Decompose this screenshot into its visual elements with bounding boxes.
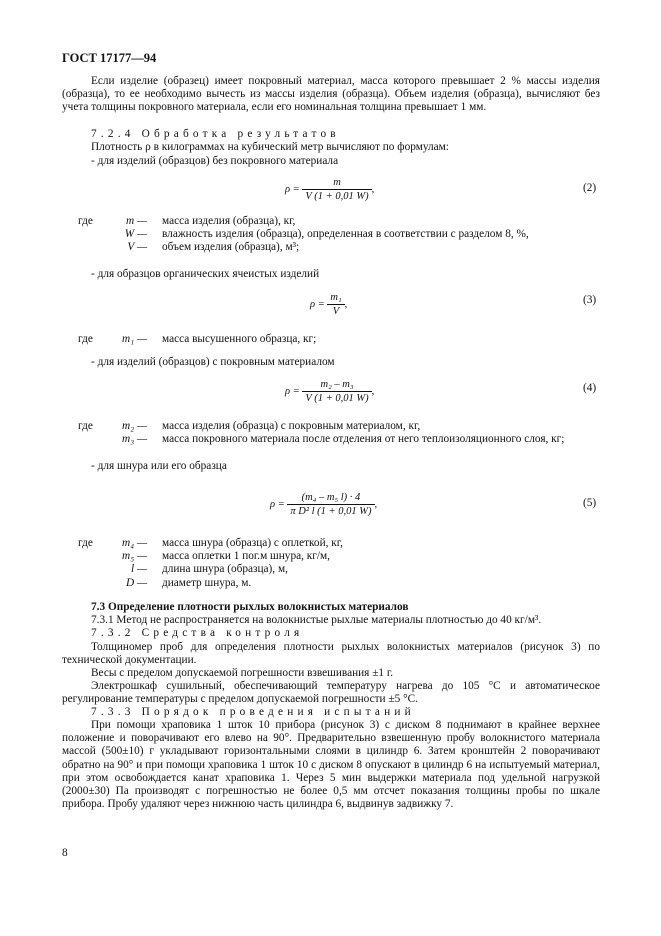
- section-7-2-4-text: Плотность ρ в килограммах на кубический метр вычисляют по формулам:: [91, 141, 449, 153]
- section-7-3-2-p2: Весы с пределом допускаемой погрешности взвешивания ±1 г.: [91, 667, 394, 679]
- formula-4-number: (4): [583, 382, 597, 394]
- legend-description: влажность изделия (образца), определенная в соответствии с разделом 8, %,: [162, 228, 529, 241]
- legend-description: масса изделия (образца) с покровным материалом, кг,: [162, 420, 421, 432]
- legend-symbol: m₂ —: [122, 420, 147, 432]
- formula-3-denominator: V: [327, 304, 344, 318]
- section-7-3-3-p1: При помощи храповика 1 шток 10 прибора (рисунок 3) с диском 8 поднимают в крайнее верхнее положение и поворачивают его влево на 90°. Предварительно взвешенную пробу волокнистого материала массой (500±10) г укладывают горизонтальными слоями в цилиндр 6. Затем кронштейн 2 поворачивают обратно на 90° и при помощи храповика 1 шток 10 с диском 8 опускают в цилиндр 6 на испытуемый материал, при этом освобождается канат храповика 1. Через 5 мин выдержки материала под удельной нагрузкой (2000±30) Па производят с погрешностью не более 0,5 мм отсчет показания толщины пробы по шкале прибора. Пробу удаляют через нижнюю часть цилиндра 6, выдвинув задвижку 7.: [62, 719, 600, 811]
- legend-where: где: [78, 420, 93, 432]
- formula-2-legend: [62, 215, 622, 255]
- legend-row: [62, 563, 622, 576]
- legend-symbol: l —: [130, 563, 147, 576]
- formula-2-number: (2): [583, 182, 597, 194]
- legend-symbol: m₄ —: [122, 537, 147, 549]
- case-organic-cellular: - для образцов органических ячеистых изделий: [91, 268, 320, 280]
- formula-4: [285, 378, 374, 405]
- formula-3-numerator: m₁: [330, 292, 342, 303]
- formula-2-denominator: V (1 + 0,01 W): [302, 189, 371, 203]
- formula-5-numerator: (m₄ – m₅ l) · 4: [301, 492, 361, 503]
- legend-symbol: m₅ —: [122, 550, 147, 563]
- formula-2-lhs: ρ =: [285, 184, 300, 196]
- legend-row: [62, 550, 622, 563]
- legend-row: [62, 537, 622, 550]
- formula-4-lhs: ρ =: [285, 386, 300, 398]
- formula-5-number: (5): [583, 497, 597, 509]
- legend-symbol: m —: [125, 215, 147, 227]
- legend-description: масса высушенного образца, кг;: [162, 333, 317, 345]
- legend-description: масса изделия (образца), кг,: [162, 215, 296, 227]
- formula-2-numerator: m: [333, 177, 341, 188]
- legend-symbol: D —: [125, 576, 147, 589]
- legend-row: [62, 433, 622, 446]
- section-7-3-2-title: 7.3.2 Средства контроля: [91, 627, 304, 639]
- formula-2-tail: ,: [371, 184, 375, 196]
- legend-description: масса покровного материала после отделения от него теплоизоляционного слоя, кг;: [162, 433, 565, 446]
- formula-3-lhs: ρ =: [310, 299, 325, 311]
- section-7-2-4-title: 7.2.4 Обработка результатов: [91, 128, 340, 140]
- formula-3-legend: [62, 333, 622, 346]
- formula-5: [270, 491, 377, 518]
- section-7-3-title: 7.3 Определение плотности рыхлых волокнистых материалов: [91, 601, 409, 613]
- formula-5-tail: ,: [374, 499, 378, 511]
- legend-description: диаметр шнура, м.: [162, 576, 252, 589]
- formula-5-denominator: π D² l (1 + 0,01 W): [287, 504, 374, 518]
- legend-row: [62, 215, 622, 228]
- legend-row: [62, 420, 622, 433]
- formula-4-legend: [62, 420, 622, 446]
- legend-where: где: [78, 537, 93, 549]
- formula-3: [310, 291, 347, 318]
- section-7-3-2-p3: Электрошкаф сушильный, обеспечивающий температуру нагрева до 105 °С и автоматическое регулирование температуры с пределом допускаемой погрешности ±5 °С.: [62, 680, 600, 706]
- page-number: 8: [62, 847, 68, 859]
- legend-row: [62, 333, 622, 346]
- legend-description: длина шнура (образца), м,: [162, 563, 288, 576]
- case-cord: - для шнура или его образца: [91, 460, 227, 472]
- legend-symbol: m₃ —: [122, 433, 147, 446]
- legend-where: где: [78, 333, 93, 345]
- legend-row: [62, 577, 622, 590]
- formula-5-lhs: ρ =: [270, 499, 285, 511]
- section-7-3-1: 7.3.1 Метод не распространяется на волокнистые рыхлые материалы плотностью до 40 кг/м³.: [91, 614, 542, 626]
- formula-4-numerator: m₂ – m₃: [320, 379, 354, 390]
- legend-description: объем изделия (образца), м³;: [162, 241, 300, 254]
- formula-4-denominator: V (1 + 0,01 W): [302, 391, 371, 405]
- formula-3-number: (3): [583, 294, 597, 306]
- intro-paragraph: Если изделие (образец) имеет покровный материал, масса которого превышает 2 % массы изделия (образца), то ее необходимо вычесть из массы изделия (образца). Объем изделия (образца), вычисляют без учета толщины покровного материала, если его номинальная толщина превышает 1 мм.: [62, 75, 600, 114]
- formula-5-legend: [62, 537, 622, 590]
- formula-2: [285, 176, 374, 203]
- legend-symbol: m₁ —: [122, 333, 147, 345]
- section-7-3-3-title: 7.3.3 Порядок проведения испытаний: [91, 706, 415, 718]
- legend-description: масса оплетки 1 пог.м шнура, кг/м,: [162, 550, 330, 563]
- formula-3-tail: ,: [344, 299, 348, 311]
- legend-row: [62, 241, 622, 254]
- legend-description: масса шнура (образца) с оплеткой, кг,: [162, 537, 343, 549]
- legend-where: где: [78, 215, 93, 227]
- legend-row: [62, 228, 622, 241]
- section-7-3-2-p1: Толщиномер проб для определения плотности рыхлых волокнистых материалов (рисунок 3) по технической документации.: [62, 641, 600, 667]
- legend-symbol: W —: [124, 228, 147, 241]
- case-with-coating: - для изделий (образцов) с покровным материалом: [91, 356, 335, 368]
- case-no-coating: - для изделий (образцов) без покровного материала: [91, 155, 339, 167]
- legend-symbol: V —: [127, 241, 147, 254]
- standard-header: ГОСТ 17177—94: [62, 51, 157, 65]
- formula-4-tail: ,: [371, 386, 375, 398]
